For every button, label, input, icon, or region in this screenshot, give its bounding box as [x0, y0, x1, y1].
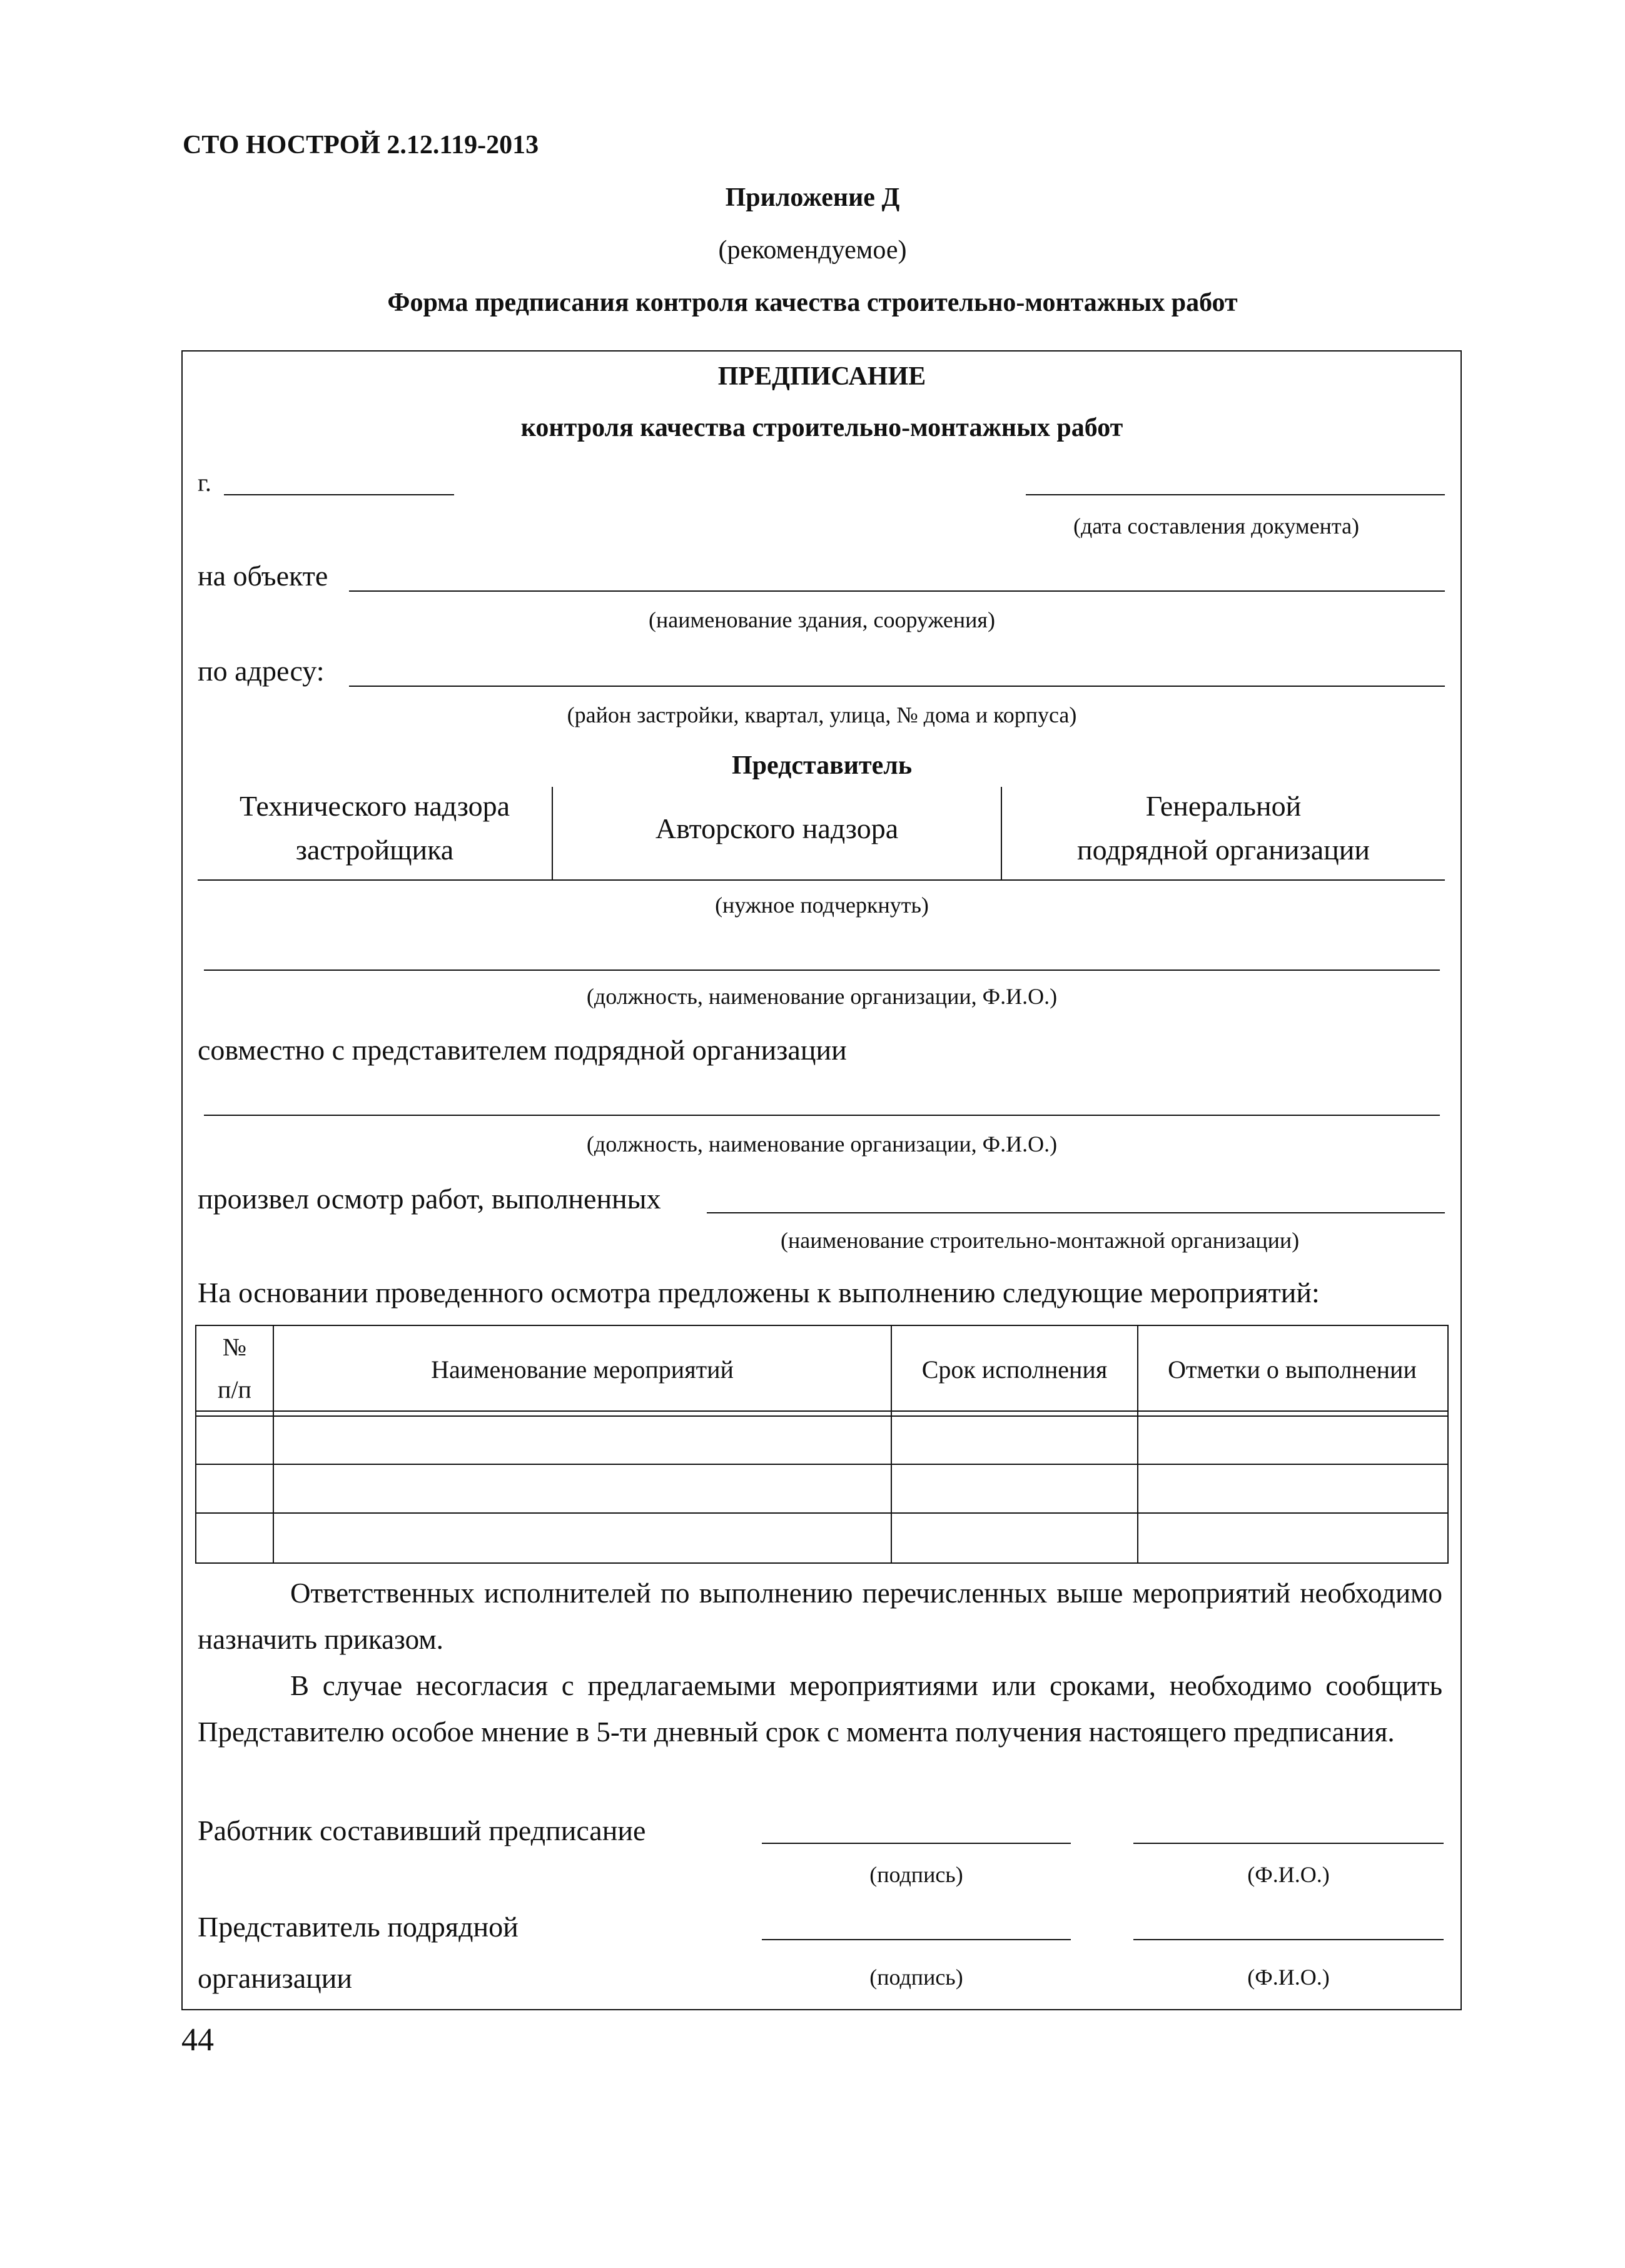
contractor-name-field[interactable]	[707, 1212, 1445, 1213]
signer-2-label-line2: организации	[198, 1962, 352, 1994]
table-header-bottom-a	[196, 1410, 1447, 1412]
table-cell[interactable]	[196, 1466, 273, 1512]
appendix-note: (рекомендуемое)	[718, 236, 907, 265]
table-cell[interactable]	[196, 1417, 273, 1464]
prescription-title: ПРЕДПИСАНИЕ	[717, 362, 926, 391]
rep-option-author[interactable]: Авторского надзора	[655, 813, 899, 844]
city-field[interactable]	[224, 494, 454, 495]
rep-bottom-line	[198, 879, 1445, 881]
col-header-name: Наименование мероприятий	[431, 1355, 734, 1384]
table-row-divider-2	[196, 1512, 1447, 1514]
signer-1-name-caption: (Ф.И.О.)	[1247, 1862, 1330, 1887]
jointly-label: совместно с представителем подрядной организации	[198, 1034, 847, 1066]
rep-option-tech-line1[interactable]: Технического надзора	[239, 790, 510, 822]
col-header-num-line1: №	[222, 1333, 247, 1361]
document-code: СТО НОСТРОЙ 2.12.119-2013	[183, 131, 539, 159]
table-cell[interactable]	[1138, 1417, 1446, 1464]
underline-caption: (нужное подчеркнуть)	[715, 893, 929, 918]
representative-position-field[interactable]	[204, 969, 1440, 971]
date-field[interactable]	[1026, 494, 1445, 495]
inspection-label: произвел осмотр работ, выполненных	[198, 1183, 661, 1215]
rep-option-tech-line2[interactable]: застройщика	[295, 834, 454, 866]
col-header-num-line2: п/п	[218, 1375, 251, 1404]
prescription-subtitle: контроля качества строительно-монтажных работ	[520, 413, 1123, 442]
rep-option-general-line1[interactable]: Генеральной	[1145, 790, 1302, 822]
paragraph-responsible: Ответственных исполнителей по выполнению перечисленных выше мероприятий необходимо назначить приказом.	[198, 1577, 1442, 1655]
representative-heading: Представитель	[731, 751, 913, 780]
signer-2-label-line1: Представитель подрядной	[198, 1911, 519, 1943]
address-field[interactable]	[349, 686, 1445, 687]
table-cell[interactable]	[274, 1417, 891, 1464]
city-label: г.	[198, 468, 211, 497]
measures-intro: На основании проведенного осмотра предложены к выполнению следующие мероприятий:	[198, 1277, 1320, 1309]
signer-2-name-field[interactable]	[1133, 1939, 1444, 1940]
col-header-deadline: Срок исполнения	[921, 1355, 1108, 1384]
appendix-title: Приложение Д	[725, 183, 900, 212]
signer-2-signature-field[interactable]	[762, 1939, 1071, 1940]
object-label: на объекте	[198, 560, 328, 592]
object-caption: (наименование здания, сооружения)	[649, 607, 995, 632]
table-cell[interactable]	[892, 1514, 1137, 1561]
address-label: по адресу:	[198, 655, 325, 687]
table-cell[interactable]	[196, 1514, 273, 1561]
signer-2-name-caption: (Ф.И.О.)	[1247, 1965, 1330, 1990]
table-row-divider-1	[196, 1464, 1447, 1465]
date-caption: (дата составления документа)	[1073, 514, 1360, 539]
table-cell[interactable]	[892, 1417, 1137, 1464]
table-cell[interactable]	[1138, 1466, 1446, 1512]
address-caption: (район застройки, квартал, улица, № дома и корпуса)	[567, 702, 1077, 727]
table-cell[interactable]	[1138, 1514, 1446, 1561]
signer-1-signature-field[interactable]	[762, 1843, 1071, 1844]
table-row	[196, 1466, 1447, 1512]
signer-1-signature-caption: (подпись)	[869, 1862, 963, 1887]
table-cell[interactable]	[274, 1514, 891, 1561]
position-caption-1: (должность, наименование организации, Ф.И.О.)	[586, 984, 1058, 1009]
form-title: Форма предписания контроля качества строительно-монтажных работ	[387, 288, 1238, 317]
table-row	[196, 1514, 1447, 1561]
table-cell[interactable]	[274, 1466, 891, 1512]
col-header-marks: Отметки о выполнении	[1168, 1355, 1417, 1384]
table-row	[196, 1417, 1447, 1464]
page-number: 44	[181, 2022, 214, 2058]
contractor-caption: (наименование строительно-монтажной организации)	[781, 1228, 1300, 1253]
table-cell[interactable]	[892, 1466, 1137, 1512]
rep-option-general-line2[interactable]: подрядной организации	[1077, 834, 1370, 866]
form-frame	[181, 350, 1462, 2010]
contractor-rep-position-field[interactable]	[204, 1115, 1440, 1116]
paragraph-disagreement: В случае несогласия с предлагаемыми мероприятиями или сроками, необходимо сообщить Представителю особое мнение в 5-ти дневный срок с момента получения настоящего предписания.	[198, 1670, 1442, 1748]
position-caption-2: (должность, наименование организации, Ф.И.О.)	[586, 1131, 1058, 1157]
signer-2-signature-caption: (подпись)	[869, 1965, 963, 1990]
signer-1-name-field[interactable]	[1133, 1843, 1444, 1844]
signer-1-label: Работник составивший предписание	[198, 1815, 646, 1846]
object-field[interactable]	[349, 590, 1445, 592]
table-header-bottom-b	[196, 1415, 1447, 1417]
